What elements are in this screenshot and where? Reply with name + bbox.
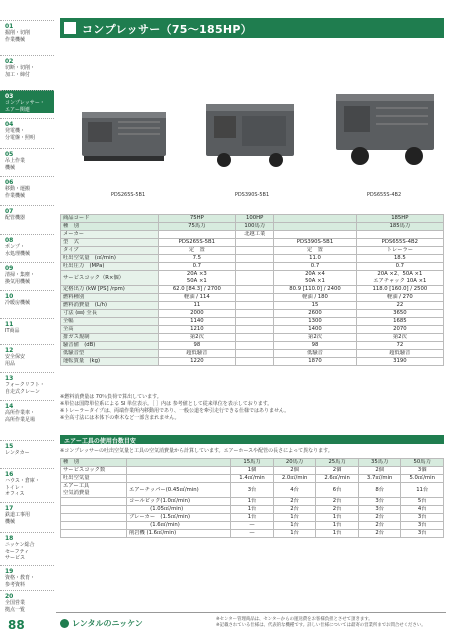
spec-cell: 1685	[356, 318, 443, 326]
spec-cell	[236, 326, 274, 334]
spec-cell: 騒音値 (dB)	[61, 342, 159, 350]
air-cell: 1.4㎥/min	[231, 475, 274, 483]
spec-row	[61, 255, 444, 263]
air-cell: (1.6㎥/min)	[126, 522, 230, 530]
sidebar-item-label: ポンプ・ 水処理機械	[5, 244, 31, 257]
air-row	[61, 483, 444, 498]
air-cell: 2台	[358, 530, 401, 538]
spec-table	[60, 214, 444, 366]
air-cell: 3台	[358, 498, 401, 506]
spec-cell: 20A ×4 50A ×1	[274, 271, 356, 286]
spec-cell: 第2次	[158, 334, 235, 342]
spec-cell: 11.0	[274, 255, 356, 263]
spec-cell: PDS390S-5B1	[274, 239, 356, 247]
air-row	[61, 506, 444, 514]
sidebar-item-number: 04	[5, 121, 14, 128]
page-header	[60, 18, 444, 38]
air-header-cell: 15馬力	[231, 459, 274, 467]
compressor-2-image	[200, 94, 300, 172]
sidebar	[0, 0, 54, 644]
sidebar-item-number: 17	[5, 505, 14, 512]
sidebar-item-label: 資格・教育・ 参考資料	[5, 575, 36, 588]
air-cell: 1台	[273, 530, 316, 538]
air-header-cell: 35馬力	[358, 459, 401, 467]
air-cell: ブレーカー (1.5㎥/min)	[126, 514, 230, 522]
air-cell: エアーチッパー(0.45㎥/min)	[126, 483, 230, 498]
air-cell: 8台	[358, 483, 401, 498]
sidebar-item-number: 05	[5, 151, 14, 158]
air-header-cell: 50馬力	[401, 459, 444, 467]
spec-cell	[236, 310, 274, 318]
spec-cell: 第2次	[356, 334, 443, 342]
page-title: コンプレッサー（75～185HP）	[82, 23, 253, 36]
air-cell: 5.0㎥/min	[401, 475, 444, 483]
spec-cell: メーカー	[61, 231, 159, 239]
sidebar-item-number: 07	[5, 208, 14, 215]
spec-row	[61, 247, 444, 255]
photo-caption-1: PDS265S-5B1	[110, 192, 146, 198]
spec-cell: 185HP	[356, 215, 443, 223]
air-row	[61, 530, 444, 538]
air-cell: 2台	[273, 506, 316, 514]
spec-cell: 北越工業	[236, 231, 274, 239]
spec-cell	[274, 231, 356, 239]
spec-cell: タイプ	[61, 247, 159, 255]
spec-cell: 18.5	[356, 255, 443, 263]
sidebar-item-number: 06	[5, 179, 14, 186]
footer-note-1: ※センター管理商品は、センターからの運送費をお客様負担とさせて頂きます。	[216, 617, 373, 622]
air-cell: 1台	[316, 514, 359, 522]
sidebar-item-label: 切断・切削・ 加工・締付	[5, 65, 36, 78]
spec-cell: 98	[274, 342, 356, 350]
air-cell: (1.05㎥/min)	[126, 506, 230, 514]
sidebar-item-label: 発電機・ 分電盤・照明	[5, 128, 36, 141]
spec-cell	[236, 271, 274, 286]
spec-cell: 100HP	[236, 215, 274, 223]
spec-cell: 吐出空気量 (㎥/min)	[61, 255, 159, 263]
sidebar-item-label: 清掃・集塵・ 換気用機械	[5, 272, 36, 285]
spec-cell: 商品コード	[61, 215, 159, 223]
sidebar-item-20[interactable]	[0, 590, 54, 613]
air-tools-note: ※コンプレッサーの吐出空気量と工具の空気消費量から計算しています。エアーホースや配管の長さによって異なります。	[60, 448, 333, 454]
air-cell: 2.0㎥/min	[273, 475, 316, 483]
sidebar-item-label: 高所作業車・ 高所作業足場	[5, 410, 36, 423]
spec-cell: 定 置	[274, 247, 356, 255]
spec-cell: 2070	[356, 326, 443, 334]
air-cell: 2個	[273, 467, 316, 475]
spec-cell: 62.0 [84.3] / 2700	[158, 286, 235, 294]
sidebar-item-number: 02	[5, 58, 14, 65]
sidebar-item-label: 全国営業 拠点一覧	[5, 600, 26, 613]
photo-caption-2: PDS390S-5B1	[234, 192, 270, 198]
sidebar-item-19[interactable]	[0, 565, 54, 588]
air-cell: 3.7㎥/min	[358, 475, 401, 483]
air-cell: 1台	[231, 498, 274, 506]
spec-cell: 第2次	[274, 334, 356, 342]
air-cell: 2台	[273, 498, 316, 506]
air-cell: 1台	[316, 522, 359, 530]
air-cell: 1個	[231, 467, 274, 475]
spec-cell: 1300	[274, 318, 356, 326]
sidebar-item-07[interactable]	[0, 205, 54, 222]
sidebar-item-02[interactable]	[0, 55, 54, 78]
air-cell: 1台	[273, 522, 316, 530]
sidebar-item-number: 09	[5, 265, 14, 272]
air-tools-table	[60, 458, 444, 538]
air-cell: 2個	[358, 467, 401, 475]
spec-cell: 1870	[274, 358, 356, 366]
sidebar-item-number: 08	[5, 237, 14, 244]
air-cell: 3台	[358, 506, 401, 514]
sidebar-item-number: 14	[5, 403, 14, 410]
sidebar-item-label: 鉄道工事用 機械	[5, 512, 31, 525]
spec-cell: 低騒音	[274, 350, 356, 358]
air-tools-header	[60, 435, 444, 444]
sidebar-item-number: 10	[5, 293, 14, 300]
sidebar-item-label: ハウス・倉庫・ トイレ・ オフィス	[5, 478, 40, 497]
spec-row	[61, 302, 444, 310]
air-cell: 6台	[316, 483, 359, 498]
sidebar-item-label: 安全保安 用品	[5, 354, 26, 367]
spec-cell: 超低騒音	[158, 350, 235, 358]
sidebar-item-number: 16	[5, 471, 14, 478]
spec-row	[61, 358, 444, 366]
spec-cell: トレーラー	[356, 247, 443, 255]
sidebar-item-08[interactable]	[0, 234, 54, 257]
spec-row	[61, 271, 444, 286]
spec-cell	[236, 342, 274, 350]
spec-cell: 20A ×3 50A ×1	[158, 271, 235, 286]
sidebar-item-label: IT商品	[5, 328, 20, 334]
air-cell	[126, 467, 230, 475]
spec-cell: 1140	[158, 318, 235, 326]
air-cell: 11台	[401, 483, 444, 498]
spec-row	[61, 326, 444, 334]
air-cell: 3台	[401, 514, 444, 522]
spec-cell: 15	[274, 302, 356, 310]
sidebar-item-number: 18	[5, 535, 14, 542]
sidebar-item-label: 配管機器	[5, 215, 26, 221]
air-cell: 1台	[231, 514, 274, 522]
spec-cell: PDS655S-4B2	[356, 239, 443, 247]
air-cell: 2.6㎥/min	[316, 475, 359, 483]
air-header-row	[61, 459, 444, 467]
product-photos	[60, 42, 444, 212]
spec-row	[61, 263, 444, 271]
page-number: 88	[8, 618, 25, 632]
company-logo	[60, 618, 143, 629]
air-cell: 2台	[358, 522, 401, 530]
spec-cell: 3190	[356, 358, 443, 366]
spec-row	[61, 294, 444, 302]
spec-cell	[158, 231, 235, 239]
air-cell: 1台	[273, 514, 316, 522]
logo-text: レンタルのニッケン	[72, 619, 143, 628]
air-cell: エアー工具 空気消費量	[61, 483, 127, 498]
sidebar-item-number: 20	[5, 593, 14, 600]
spec-cell: サービスコック（R×個）	[61, 271, 159, 286]
spec-cell: 定格出力 (kW [PS] /rpm)	[61, 286, 159, 294]
spec-cell: 3650	[356, 310, 443, 318]
spec-cell: 118.0 [160.0] / 2500	[356, 286, 443, 294]
spec-cell: 燃料種別	[61, 294, 159, 302]
spec-cell: 11	[158, 302, 235, 310]
logo-mark-icon	[60, 619, 69, 628]
sidebar-item-14[interactable]	[0, 400, 54, 423]
sidebar-item-label: 吊上作業 機械	[5, 158, 26, 171]
air-cell: 1台	[231, 506, 274, 514]
sidebar-item-06[interactable]	[0, 176, 54, 199]
air-cell: 削岩機 (1.6㎥/min)	[126, 530, 230, 538]
spec-cell: 22	[356, 302, 443, 310]
spec-cell: 型 式	[61, 239, 159, 247]
spec-cell	[236, 294, 274, 302]
air-cell: 3台	[401, 530, 444, 538]
spec-cell: 吐出圧力 (MPa)	[61, 263, 159, 271]
note-line: ※燃料消費量は 70％負荷で算出しています。	[60, 394, 162, 400]
spec-cell: 運転質量 (kg)	[61, 358, 159, 366]
spec-cell: 寸法 (㎜) 全長	[61, 310, 159, 318]
air-cell	[61, 514, 127, 522]
compressor-1-image	[78, 100, 170, 168]
spec-cell	[236, 302, 274, 310]
sidebar-item-04[interactable]	[0, 118, 54, 141]
spec-cell: 軽油 / 270	[356, 294, 443, 302]
spec-cell	[274, 215, 356, 223]
spec-cell: 80.9 [110.0] / 2400	[274, 286, 356, 294]
sidebar-item-number: 13	[5, 375, 14, 382]
air-cell: 2台	[316, 506, 359, 514]
spec-cell: 72	[356, 342, 443, 350]
spec-cell: 1210	[158, 326, 235, 334]
air-cell: 3台	[231, 483, 274, 498]
sidebar-item-16[interactable]	[0, 468, 54, 498]
sidebar-item-13[interactable]	[0, 372, 54, 395]
spec-cell	[236, 350, 274, 358]
sidebar-item-label: 移動・運搬 作業機械	[5, 186, 31, 199]
air-cell	[61, 522, 127, 530]
spec-row	[61, 231, 444, 239]
spec-row	[61, 350, 444, 358]
sidebar-item-label: レンタカー	[5, 450, 30, 456]
spec-cell: 定 置	[158, 247, 235, 255]
air-cell: —	[231, 530, 274, 538]
spec-cell: 超低騒音	[356, 350, 443, 358]
air-row	[61, 498, 444, 506]
spec-row	[61, 286, 444, 294]
air-tools-title: エアー工具の使用台数目安	[64, 438, 136, 445]
sidebar-item-label: 冷暖房機械	[5, 300, 31, 306]
spec-row	[61, 223, 444, 231]
spec-cell	[236, 247, 274, 255]
air-cell: 2個	[316, 467, 359, 475]
air-cell	[61, 530, 127, 538]
sidebar-item-03[interactable]	[0, 90, 54, 113]
spec-cell: 全幅	[61, 318, 159, 326]
sidebar-item-15[interactable]	[0, 440, 54, 457]
spec-cell	[236, 334, 274, 342]
air-cell	[126, 475, 230, 483]
spec-cell: 0.7	[274, 263, 356, 271]
sidebar-item-number: 11	[5, 321, 14, 328]
air-cell: 1台	[316, 530, 359, 538]
sidebar-item-number: 03	[5, 93, 14, 100]
spec-row	[61, 310, 444, 318]
spec-cell	[236, 239, 274, 247]
air-cell: 3個	[401, 467, 444, 475]
air-cell: 5台	[401, 498, 444, 506]
air-row	[61, 514, 444, 522]
spec-cell	[236, 318, 274, 326]
sidebar-item-05[interactable]	[0, 148, 54, 171]
spec-cell: PDS265S-5B1	[158, 239, 235, 247]
air-cell: —	[231, 522, 274, 530]
air-row	[61, 467, 444, 475]
air-header-cell: 種 別	[61, 459, 127, 467]
spec-cell: 0.7	[356, 263, 443, 271]
sidebar-item-10[interactable]	[0, 290, 54, 307]
air-cell: 4台	[273, 483, 316, 498]
compressor-3-image	[330, 84, 442, 172]
spec-cell: 100馬力	[236, 223, 274, 231]
spec-row	[61, 215, 444, 223]
spec-cell: 75馬力	[158, 223, 235, 231]
spec-cell: 排ガス規制	[61, 334, 159, 342]
sidebar-item-label: 掘削・切削 作業機械	[5, 30, 31, 43]
air-row	[61, 522, 444, 530]
photo-caption-3: PDS655S-4B2	[366, 192, 402, 198]
sidebar-item-12[interactable]	[0, 344, 54, 367]
sidebar-item-11[interactable]	[0, 318, 54, 335]
air-cell: サービスコック数	[61, 467, 127, 475]
air-cell	[61, 498, 127, 506]
spec-cell	[356, 231, 443, 239]
spec-cell: 185馬力	[356, 223, 443, 231]
footer-notes	[216, 617, 444, 629]
sidebar-item-number: 19	[5, 568, 14, 575]
sidebar-item-label: ニッケン総合 セーフティ サービス	[5, 542, 35, 561]
sidebar-item-number: 01	[5, 23, 14, 30]
note-line: ※トレーラータイプは、両端作業所内移動用であり、一般公道を牽引走行できる仕様ではありません。	[60, 408, 290, 414]
spec-row	[61, 318, 444, 326]
spec-cell: 20A ×2、50A ×1 エアチャック 10A ×1	[356, 271, 443, 286]
air-cell: 吐出空気量	[61, 475, 127, 483]
air-cell: 2台	[316, 498, 359, 506]
footer-note-2: ※記載されている仕様は、代表的な機種です。詳しい仕様については最寄の営業所までお問合せください。	[216, 623, 426, 628]
spec-cell: 燃料消費量 (L/h)	[61, 302, 159, 310]
sidebar-item-label: フォークリフト・ 自走式クレーン	[5, 382, 45, 395]
spec-row	[61, 239, 444, 247]
spec-cell: 98	[158, 342, 235, 350]
air-cell: コールピック(1.0㎥/min)	[126, 498, 230, 506]
note-line: ※単位は国際単位系による SI 単位表示。［ ］内は 参考値として従来単位を表示しております。	[60, 401, 273, 407]
spec-cell	[236, 358, 274, 366]
sidebar-item-number: 15	[5, 443, 14, 450]
spec-cell: 75HP	[158, 215, 235, 223]
air-row	[61, 475, 444, 483]
spec-row	[61, 342, 444, 350]
sidebar-item-17[interactable]	[0, 502, 54, 525]
air-header-cell	[126, 459, 230, 467]
spec-cell: 7.5	[158, 255, 235, 263]
spec-cell: 0.7	[158, 263, 235, 271]
spec-cell: 全高	[61, 326, 159, 334]
spec-cell	[236, 263, 274, 271]
air-cell: 3台	[401, 522, 444, 530]
spec-notes	[60, 394, 444, 422]
sidebar-item-label: コンプレッサー・ エアー関連	[5, 100, 45, 113]
spec-cell	[236, 286, 274, 294]
air-header-cell: 20馬力	[273, 459, 316, 467]
air-cell	[61, 506, 127, 514]
spec-cell	[236, 255, 274, 263]
spec-cell: 軽油 / 180	[274, 294, 356, 302]
spec-cell: 軽油 / 114	[158, 294, 235, 302]
spec-cell	[274, 223, 356, 231]
spec-cell: 低騒音型	[61, 350, 159, 358]
spec-cell: 2600	[274, 310, 356, 318]
air-header-cell: 25馬力	[316, 459, 359, 467]
spec-row	[61, 334, 444, 342]
spec-cell: 2000	[158, 310, 235, 318]
note-line: ※全高寸法には本体下の牽木など一部含まれません。	[60, 415, 180, 421]
footer	[56, 612, 446, 636]
spec-cell: 種 別	[61, 223, 159, 231]
header-square-icon	[64, 22, 76, 34]
sidebar-item-01[interactable]	[0, 20, 54, 43]
air-cell: 4台	[401, 506, 444, 514]
sidebar-item-18[interactable]	[0, 532, 54, 562]
spec-cell: 1400	[274, 326, 356, 334]
sidebar-item-number: 12	[5, 347, 14, 354]
air-cell: 2台	[358, 514, 401, 522]
spec-cell: 1220	[158, 358, 235, 366]
sidebar-item-09[interactable]	[0, 262, 54, 285]
